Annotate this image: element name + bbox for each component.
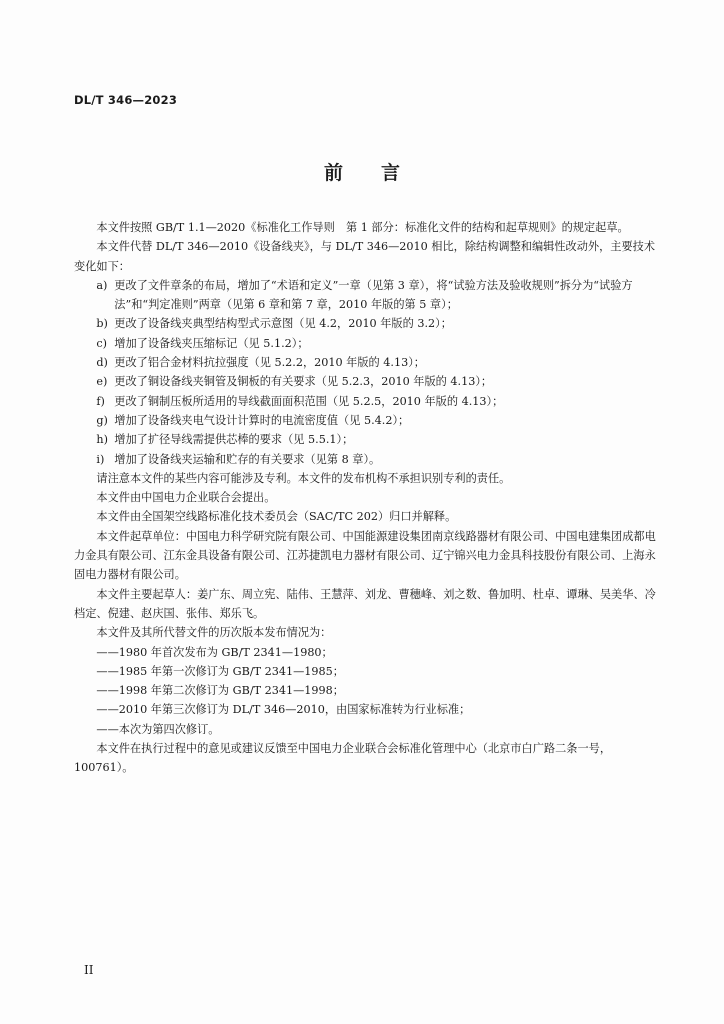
main-drafters: 本文件主要起草人：姜广东、周立宪、陆伟、王慧萍、刘龙、曹穗峰、刘之数、鲁加明、杜卓、谭琳、吴美华、冷档定、倪建、赵庆国、张伟、郑乐飞。	[74, 587, 656, 620]
list-text: 增加了设备线夹电气设计计算时的电流密度值（见 5.4.2）；	[114, 413, 410, 427]
list-item	[74, 411, 656, 430]
list-item	[74, 353, 656, 372]
page-number: II	[84, 963, 94, 977]
foreword-body	[74, 218, 656, 778]
history-item: ——1998 年第二次修订为 GB/T 2341—1998；	[96, 684, 344, 698]
proposer-statement: 本文件由中国电力企业联合会提出。	[96, 491, 276, 505]
history-item: ——1980 年首次发布为 GB/T 2341—1980；	[96, 645, 333, 659]
list-marker: f)	[96, 394, 105, 408]
list-marker: h)	[96, 433, 108, 447]
list-marker: d)	[96, 356, 108, 370]
page-title: 前言	[323, 162, 438, 184]
list-text: 增加了扩径导线需提供芯棒的要求（见 5.5.1）；	[114, 433, 354, 447]
list-text: 更改了铜设备线夹铜管及铜板的有关要求（见 5.2.3，2010 年版的 4.13）；	[114, 375, 493, 389]
list-marker: e)	[96, 375, 108, 389]
list-item	[74, 450, 656, 469]
paragraph-drafting-rules: 本文件按照 GB/T 1.1—2020《标准化工作导则 第 1 部分：标准化文件的结构和起草规则》的规定起草。	[96, 221, 629, 234]
list-marker: b)	[96, 317, 108, 331]
list-marker: a)	[96, 278, 108, 292]
list-text: 更改了铝合金材料抗拉强度（见 5.2.2，2010 年版的 4.13）；	[114, 356, 425, 370]
patent-notice: 请注意本文件的某些内容可能涉及专利。本文件的发布机构不承担识别专利的责任。	[96, 471, 511, 485]
list-marker: i)	[96, 452, 105, 466]
list-item	[74, 276, 656, 315]
list-text: 增加了设备线夹运输和贮存的有关要求（见第 8 章）。	[114, 452, 381, 466]
history-item: ——本次为第四次修订。	[96, 722, 220, 736]
doc-number: DL/T 346—2023	[74, 93, 178, 107]
list-marker: c)	[96, 336, 108, 350]
list-text: 增加了设备线夹压缩标记（见 5.1.2）；	[114, 336, 309, 350]
list-text: 更改了设备线夹典型结构型式示意图（见 4.2，2010 年版的 3.2）；	[114, 317, 452, 331]
changes-list	[74, 276, 656, 469]
list-marker: g)	[96, 413, 108, 427]
list-item	[74, 372, 656, 391]
history-item: ——1985 年第一次修订为 GB/T 2341—1985；	[96, 664, 344, 678]
list-text: 更改了文件章条的布局，增加了“术语和定义”一章（见第 3 章），将“试验方法及验收规则”拆分为“试验方法”和“判定准则”两章（见第 6 章和第 7 章，2010 年版的第 5 章）；	[114, 278, 633, 312]
drafting-units: 本文件起草单位：中国电力科学研究院有限公司、中国能源建设集团南京线路器材有限公司、中国电建集团成都电力金具有限公司、江东金具设备有限公司、江苏捷凯电力器材有限公司、辽宁锦兴电力金具科技股份有限公司、上海永固电力器材有限公司。	[74, 529, 656, 582]
list-item	[74, 314, 656, 333]
technical-committee-statement: 本文件由全国架空线路标准化技术委员会（SAC/TC 202）归口并解释。	[96, 510, 457, 524]
list-item	[74, 430, 656, 449]
list-text: 更改了铜制压板所适用的导线截面面积范围（见 5.2.5，2010 年版的 4.13）；	[114, 394, 504, 408]
paragraph-replacement: 本文件代替 DL/T 346—2010《设备线夹》，与 DL/T 346—2010 相比，除结构调整和编辑性改动外，主要技术变化如下：	[74, 240, 656, 273]
history-list	[74, 643, 656, 739]
history-item: ——2010 年第三次修订为 DL/T 346—2010，由国家标准转为行业标准；	[96, 703, 471, 717]
feedback-statement: 本文件在执行过程中的意见或建议反馈至中国电力企业联合会标准化管理中心（北京市白广路二条一号，100761）。	[74, 742, 612, 775]
list-item	[74, 334, 656, 353]
list-item	[74, 392, 656, 411]
history-intro: 本文件及其所代替文件的历次版本发布情况为：	[96, 626, 332, 640]
